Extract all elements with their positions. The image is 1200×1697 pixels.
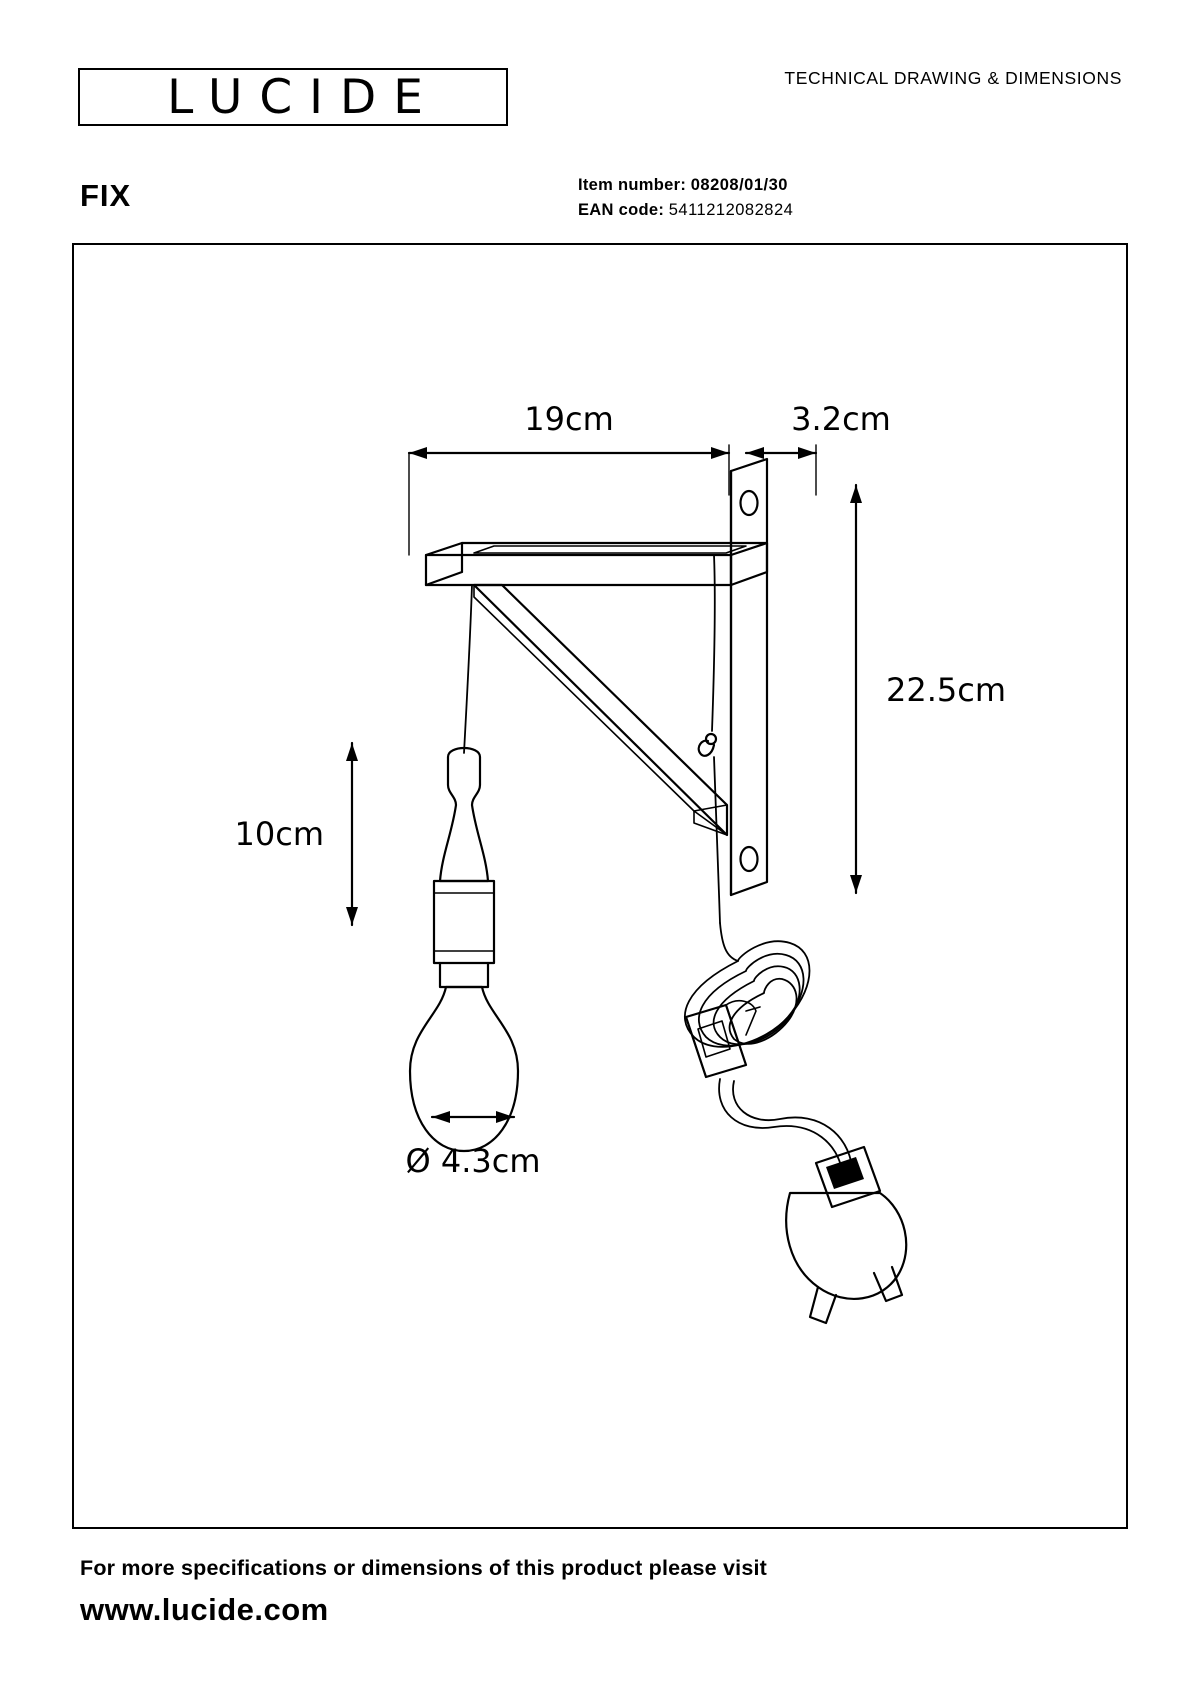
technical-drawing-frame [72,243,1128,1529]
dim-height-label: 22.5cm [886,671,1007,709]
ean-label: EAN code [578,201,659,219]
ean-value: 5411212082824 [668,201,794,219]
document-type-title: TECHNICAL DRAWING & DIMENSIONS [784,68,1122,88]
page-title: FIX [80,178,132,213]
product-identifiers [578,173,793,223]
dim-diameter-label: Ø 4.3cm [405,1142,541,1180]
technical-drawing [74,245,1126,1527]
ean-separator: : [658,201,665,219]
item-number-row [578,173,793,198]
item-number-label: Item number: [578,176,687,194]
item-number-value: 08208/01/30 [690,176,788,194]
lucide-logo [78,68,508,126]
logo-notch-top [354,128,396,140]
lucide-logo-text: LUCIDE [167,70,440,125]
dim-width-label: 19cm [524,400,614,438]
ean-row [578,198,793,223]
dim-depth-label: 3.2cm [791,400,891,438]
footer-website: www.lucide.com [80,1592,329,1627]
dim-drop-label: 10cm [234,815,324,853]
footer-text: For more specifications or dimensions of this product please visit [80,1556,768,1580]
